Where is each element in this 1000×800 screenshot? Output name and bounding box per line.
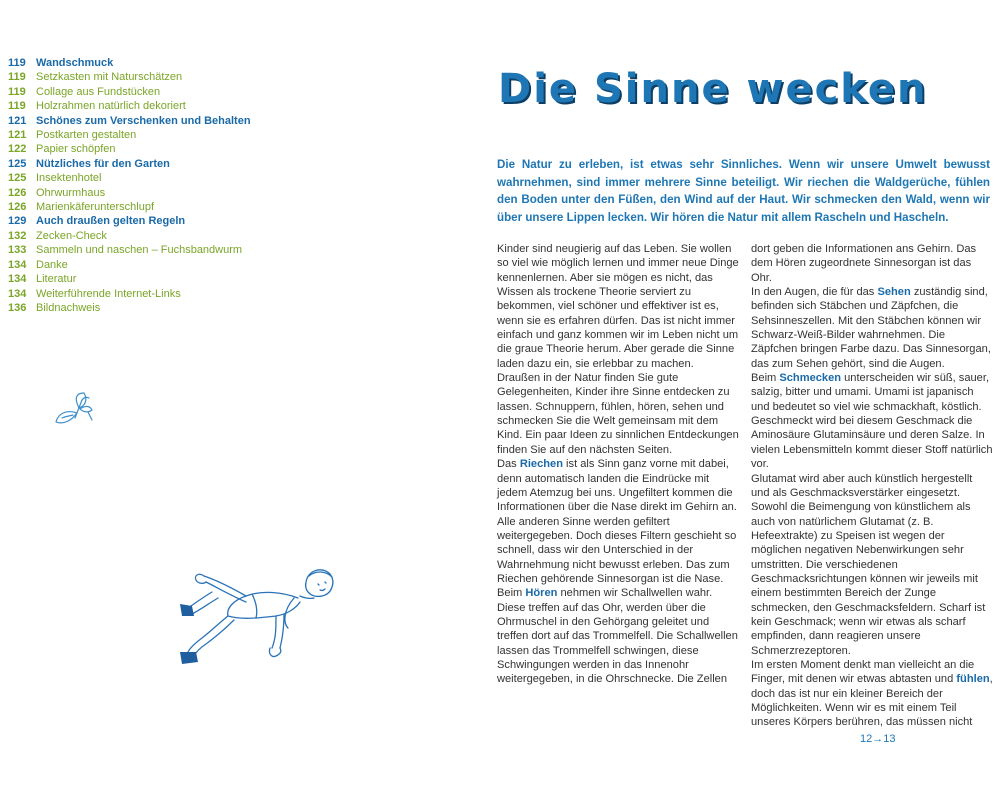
toc-page-number: 133: [8, 244, 27, 257]
toc-entry[interactable]: [8, 114, 308, 128]
toc-page-number: 126: [8, 186, 27, 199]
toc-page-number: 132: [8, 229, 27, 242]
text-run: Kinder sind neugierig auf das Leben. Sie wollen so viel wie möglich lernen und immer neue Dinge kennenlernen. Aber sie mögen es nicht, das Wissen als trockene Theorie serviert zu bekommen, viel schöner und effektiver ist es, wenn sie es erfahren dürfen. Das ist nicht immer einfach und ganz kommen wir im Leben nicht um die graue Theorie herum. Aber gerade die Sinne laden dazu ein, sie erlebbar zu machen.: [497, 243, 739, 370]
toc-title: Nützliches für den Garten: [36, 157, 170, 170]
keyword-highlight: Sehen: [877, 286, 911, 299]
toc-page-number: 134: [8, 287, 27, 300]
toc-entry[interactable]: [8, 229, 308, 243]
toc-title: Marienkäferunterschlupf: [36, 201, 155, 214]
toc-entry[interactable]: [8, 200, 308, 214]
toc-entry[interactable]: [8, 287, 308, 301]
toc-entry[interactable]: [8, 258, 308, 272]
keyword-highlight: fühlen: [956, 673, 990, 686]
text-run: In den Augen, die für das: [751, 286, 878, 299]
toc-page-number: 119: [8, 85, 26, 98]
toc-entry[interactable]: [8, 99, 308, 113]
toc-entry[interactable]: [8, 301, 308, 315]
toc-page-number: 119: [8, 57, 26, 69]
toc-title: Collage aus Fundstücken: [36, 85, 161, 98]
body-paragraph: [751, 371, 993, 471]
toc-title: Danke: [36, 258, 68, 271]
text-run: Beim: [497, 587, 526, 600]
toc-entry[interactable]: [8, 70, 308, 84]
keyword-highlight: Hören: [525, 587, 558, 600]
toc-title: Wandschmuck: [36, 57, 114, 69]
toc-entry[interactable]: [8, 186, 308, 200]
toc-title: Schönes zum Verschenken und Behalten: [36, 114, 251, 127]
toc-entry[interactable]: [8, 56, 308, 70]
body-paragraph: [497, 457, 741, 586]
toc-title: Ohrwurmhaus: [36, 186, 106, 199]
toc-page-number: 121: [8, 114, 27, 127]
text-run: zuständig sind, befinden sich Stäbchen und Zäpfchen, die Sehsinneszellen. Mit den Stäbchen können wir Schwarz-Weiß-Bilder wahrnehmen. Die Zäpfchen bringen Farbe dazu. Das Sinnesorgan, das zum Sehen gehört, sind die Augen.: [751, 286, 991, 370]
body-paragraph: [497, 371, 741, 457]
toc-page-number: 134: [8, 258, 27, 271]
toc-entry[interactable]: [8, 171, 308, 185]
toc-title: Sammeln und naschen – Fuchsbandwurm: [36, 244, 243, 257]
body-paragraph: [751, 658, 993, 730]
body-paragraph: [751, 285, 993, 371]
text-run: , doch das ist nur ein kleiner Bereich der Möglichkeiten. Wenn wir es mit einem Teil unseres Körpers berühren, das müssen nicht: [751, 673, 993, 729]
toc-title: Insektenhotel: [36, 172, 102, 185]
toc-title: Weiterführende Internet-Links: [36, 287, 181, 300]
page-title: Die Sinne wecken: [498, 66, 928, 112]
toc-entry[interactable]: [8, 214, 308, 228]
page-numbers: 12→13: [860, 733, 896, 745]
text-run: Im ersten Moment denkt man vielleicht an die Finger, mit denen wir etwas abtasten und: [751, 658, 975, 686]
body-column-left: [497, 242, 741, 687]
toc-page-number: 136: [8, 301, 27, 314]
toc-title: Zecken-Check: [36, 229, 107, 242]
toc-title: Holzrahmen natürlich dekoriert: [36, 100, 186, 113]
toc-page-number: 125: [8, 172, 27, 185]
text-run: ist als Sinn ganz vorne mit dabei, denn automatisch landen die Eindrücke mit jedem Atemzug bei uns. Ungefiltert kommen die Informationen über die Nase direkt im Gehirn an. Alle anderen Sinne werden gefiltert weitergegeben. Doch dieses Filtern geschieht so schnell, dass wir den Unterschied in der Wahrnehmung nicht bewusst erleben. Das zum Riechen gehörende Sinnesorgan ist die Nase.: [497, 458, 737, 585]
toc-page-number: 121: [8, 129, 27, 142]
text-run: Beim: [751, 372, 780, 385]
toc-entry[interactable]: [8, 142, 308, 156]
toc-page-number: 129: [8, 215, 27, 228]
text-run: Draußen in der Natur finden Sie gute Gelegenheiten, Kinder ihre Sinne entdecken zu lassen. Schnuppern, fühlen, hören, sehen und schmecken Sie die Welt gemeinsam mit dem Kind. Ein paar Ideen zu sinnlichen Entdeckungen finden Sie auf den nächsten Seiten.: [497, 372, 739, 456]
body-paragraph: [497, 586, 741, 686]
toc-page-number: 119: [8, 71, 26, 84]
body-paragraph: [751, 242, 993, 285]
toc-title: Postkarten gestalten: [36, 129, 137, 142]
toc-page-number: 122: [8, 143, 27, 156]
toc-title: Setzkasten mit Naturschätzen: [36, 71, 183, 84]
keyword-highlight: Schmecken: [779, 372, 842, 385]
toc-page-number: 125: [8, 157, 27, 170]
toc-entry[interactable]: [8, 85, 308, 99]
body-column-right: [751, 242, 993, 730]
text-run: Glutamat wird aber auch künstlich hergestellt und als Geschmacksverstärker eingesetzt. Sowohl die Beimengung von künstlichem als auch von natürlichem Glutamat (z. B. Hefeextrakte) zu Speisen ist wegen der möglichen negativen Nebenwirkungen sehr umstritten. Die verschiedenen Geschmacksrichtungen können wir jeweils mit einem bestimmten Bereich der Zunge schmecken, den Geschmacksfeldern. Scharf ist kein Geschmack; wenn wir etwas als scharf empfinden, dann reagieren unsere Schmerzrezeptoren.: [751, 472, 986, 657]
lying-child-illustration: [172, 562, 342, 670]
text-run: Das: [497, 458, 520, 471]
text-run: unterscheiden wir süß, sauer, salzig, bitter und umami. Umami ist japanisch und bedeutet so viel wie schmackhaft, köstlich. Geschmeckt wird bei diesem Geschmack die Aminosäure Glutaminsäure und deren Salze. In vielen Lebensmitteln kommt dieser Stoff natürlich vor.: [751, 372, 993, 471]
toc-title: Papier schöpfen: [36, 143, 116, 156]
toc-entry[interactable]: [8, 243, 308, 257]
toc-page-number: 134: [8, 273, 27, 286]
toc-entry[interactable]: [8, 272, 308, 286]
text-run: nehmen wir Schallwellen wahr. Diese treffen auf das Ohr, werden über die Ohrmuschel in den Gehörgang geleitet und treffen dort auf das Trommelfell. Die Schallwellen lassen das Trommelfell schwingen, diese Schwingungen werden in das Innenohr weitergegeben, in die Ohrschnecke. Die Zellen: [497, 587, 738, 686]
table-of-contents: [8, 56, 308, 315]
toc-title: Bildnachweis: [36, 301, 101, 314]
toc-title: Literatur: [36, 273, 77, 286]
toc-page-number: 126: [8, 201, 27, 214]
toc-title: Auch draußen gelten Regeln: [36, 215, 186, 228]
toc-entry[interactable]: [8, 157, 308, 171]
keyword-highlight: Riechen: [519, 458, 563, 471]
butterfly-illustration: [52, 392, 100, 428]
body-paragraph: [751, 472, 993, 658]
body-paragraph: [497, 242, 741, 371]
text-run: dort geben die Informationen ans Gehirn. Das dem Hören zugeordnete Sinnesorgan ist das Ohr.: [751, 243, 977, 284]
intro-paragraph: Die Natur zu erleben, ist etwas sehr Sinnliches. Wenn wir unsere Umwelt bewusst wahrnehmen, sind immer mehrere Sinne beteiligt. Wir riechen die Waldgerüche, fühlen den Boden unter den Füßen, den Wind auf der Haut. Wir schmecken den Wald, wenn wir über unsere Lippen lecken. Wir hören die Natur mit allem Rascheln und Hascheln.: [497, 158, 990, 224]
toc-page-number: 119: [8, 100, 26, 113]
toc-entry[interactable]: [8, 128, 308, 142]
